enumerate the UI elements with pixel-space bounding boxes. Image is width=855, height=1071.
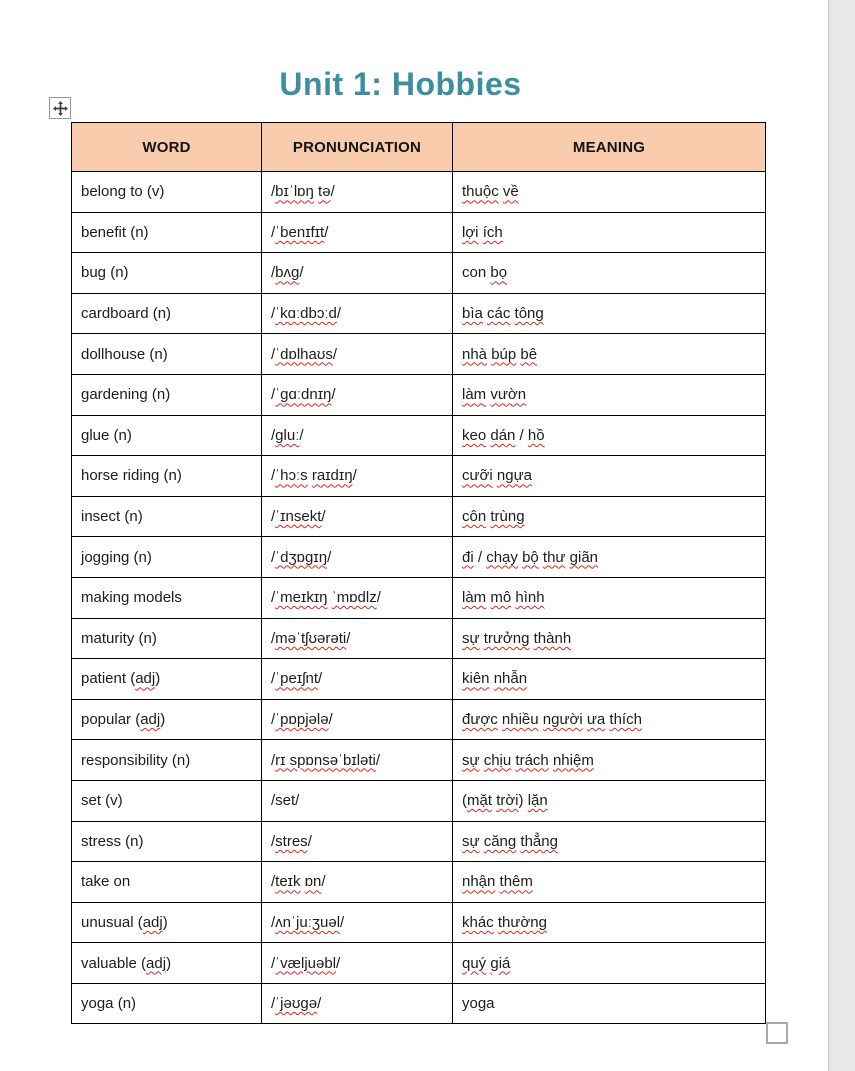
cell-pronunciation[interactable]: /ˈɡɑːdnɪŋ/ <box>262 374 453 415</box>
table-row <box>72 740 766 781</box>
spellcheck-squiggle: làm <box>462 589 487 607</box>
spellcheck-squiggle: nhiệm <box>552 751 594 769</box>
cell-pronunciation[interactable]: /stres/ <box>262 821 453 862</box>
spellcheck-squiggle: được <box>462 711 498 729</box>
spellcheck-squiggle: tông <box>514 305 544 323</box>
spellcheck-squiggle: məˈtʃʊərəti <box>275 629 347 647</box>
cell-word[interactable]: insect (n) <box>72 496 262 537</box>
spellcheck-squiggle: ˈvæljuəbl <box>275 954 337 972</box>
spellcheck-squiggle: adj <box>146 954 167 972</box>
spellcheck-squiggle: bɪˈlɒŋ <box>275 183 314 201</box>
cell-meaning[interactable]: con bọ <box>453 253 766 294</box>
cell-word[interactable]: popular (adj) <box>72 699 262 740</box>
cell-word[interactable]: benefit (n) <box>72 212 262 253</box>
table-row <box>72 253 766 294</box>
cell-meaning[interactable]: (mặt trời) lặn <box>453 780 766 821</box>
spellcheck-squiggle: adj <box>140 711 161 729</box>
table-resize-handle[interactable] <box>766 1022 788 1044</box>
cell-pronunciation[interactable]: /məˈtʃʊərəti/ <box>262 618 453 659</box>
spellcheck-squiggle: thêm <box>499 873 533 891</box>
cell-pronunciation[interactable]: /set/ <box>262 780 453 821</box>
col-header-meaning: MEANING <box>453 123 766 172</box>
spellcheck-squiggle: bʌɡ <box>275 264 300 282</box>
cell-pronunciation[interactable]: /ˈpeɪʃnt/ <box>262 659 453 700</box>
cell-meaning[interactable]: yoga <box>453 983 766 1024</box>
cell-meaning[interactable] <box>453 902 766 943</box>
cell-pronunciation[interactable]: /ɡluː/ <box>262 415 453 456</box>
spellcheck-squiggle: teɪk <box>275 873 301 891</box>
spellcheck-squiggle: ʌnˈjuːʒuəl <box>275 913 341 931</box>
spellcheck-squiggle: giá <box>490 954 511 972</box>
spellcheck-squiggle: tə <box>318 183 331 201</box>
spellcheck-squiggle: vườn <box>490 386 527 404</box>
page-edge-gutter <box>828 0 855 1071</box>
spellcheck-squiggle: sự <box>462 751 480 769</box>
cell-pronunciation[interactable]: /ˈɪnsekt/ <box>262 496 453 537</box>
spellcheck-squiggle: bộ <box>522 548 539 566</box>
cell-meaning[interactable] <box>453 699 766 740</box>
table-row <box>72 659 766 700</box>
cell-meaning[interactable] <box>453 618 766 659</box>
spellcheck-squiggle: keo <box>462 426 487 444</box>
spellcheck-squiggle: lặn <box>527 792 548 810</box>
cell-pronunciation[interactable]: /ˈhɔːs raɪdɪŋ/ <box>262 456 453 497</box>
spellcheck-squiggle: rɪ spɒnsəˈbɪləti <box>275 751 376 769</box>
spellcheck-squiggle: các <box>487 305 511 323</box>
table-row <box>72 983 766 1024</box>
spellcheck-squiggle: khác <box>462 913 494 931</box>
table-row <box>72 577 766 618</box>
table-row <box>72 415 766 456</box>
cell-pronunciation[interactable]: /ˈjəʊɡə/ <box>262 983 453 1024</box>
cell-pronunciation[interactable]: /ʌnˈjuːʒuəl/ <box>262 902 453 943</box>
spellcheck-squiggle: ích <box>482 223 503 241</box>
spellcheck-squiggle: raɪdɪŋ <box>311 467 353 485</box>
cell-pronunciation[interactable]: /ˈdɒlhaʊs/ <box>262 334 453 375</box>
spellcheck-squiggle: hồ <box>527 426 545 444</box>
spellcheck-squiggle: kiên <box>462 670 490 688</box>
cell-word[interactable]: glue (n) <box>72 415 262 456</box>
cell-word[interactable]: yoga (n) <box>72 983 262 1024</box>
spellcheck-squiggle: chịu <box>483 751 512 769</box>
spellcheck-squiggle: ˈɪnsekt <box>275 508 322 526</box>
spellcheck-squiggle: mặt <box>467 792 493 810</box>
spellcheck-squiggle: ˈpɒpjələ <box>275 711 329 729</box>
spellcheck-squiggle: bìa <box>462 305 483 323</box>
cell-word[interactable]: cardboard (n) <box>72 293 262 334</box>
spellcheck-squiggle: ˈkɑːdbɔːd <box>275 305 337 323</box>
table-row <box>72 902 766 943</box>
cell-meaning[interactable] <box>453 577 766 618</box>
cell-meaning[interactable] <box>453 172 766 213</box>
spellcheck-squiggle: búp <box>491 345 517 363</box>
cell-pronunciation[interactable]: /ˈmeɪkɪŋ ˈmɒdlz/ <box>262 577 453 618</box>
spellcheck-squiggle: nhận <box>462 873 496 891</box>
spellcheck-squiggle: ˈɡɑːdnɪŋ <box>275 386 332 404</box>
spellcheck-squiggle: adj <box>135 670 156 688</box>
spellcheck-squiggle: nhiều <box>501 711 539 729</box>
col-header-pronunciation: PRONUNCIATION <box>262 123 453 172</box>
cell-pronunciation[interactable]: /rɪ spɒnsəˈbɪləti/ <box>262 740 453 781</box>
cell-word[interactable]: dollhouse (n) <box>72 334 262 375</box>
spellcheck-squiggle: côn <box>462 508 487 526</box>
vocab-table-body <box>72 172 766 1024</box>
spellcheck-squiggle: mô <box>490 589 512 607</box>
spellcheck-squiggle: stres <box>275 832 308 850</box>
table-move-handle[interactable] <box>49 97 71 119</box>
cell-meaning[interactable] <box>453 862 766 903</box>
cell-meaning[interactable] <box>453 212 766 253</box>
spellcheck-squiggle: bê <box>520 345 538 363</box>
cell-meaning[interactable] <box>453 496 766 537</box>
spellcheck-squiggle: ˈbenɪfɪt <box>275 223 325 241</box>
cell-pronunciation[interactable]: /teɪk ɒn/ <box>262 862 453 903</box>
spellcheck-squiggle: thư <box>542 548 566 566</box>
cell-meaning[interactable] <box>453 334 766 375</box>
spellcheck-squiggle: thuộc <box>462 183 499 201</box>
spellcheck-squiggle: quý <box>462 954 487 972</box>
cell-pronunciation[interactable]: /ˈpɒpjələ/ <box>262 699 453 740</box>
spellcheck-squiggle: nhà <box>462 345 488 363</box>
table-header-row <box>72 123 766 172</box>
cell-pronunciation[interactable]: /ˈkɑːdbɔːd/ <box>262 293 453 334</box>
spellcheck-squiggle: ˈmeɪkɪŋ <box>275 589 328 607</box>
cell-word[interactable]: unusual (adj) <box>72 902 262 943</box>
spellcheck-squiggle: trời <box>496 792 519 810</box>
table-row <box>72 862 766 903</box>
cell-word[interactable]: patient (adj) <box>72 659 262 700</box>
cell-pronunciation[interactable]: /bʌɡ/ <box>262 253 453 294</box>
spellcheck-squiggle: trách <box>515 751 549 769</box>
cell-meaning[interactable] <box>453 456 766 497</box>
move-cross-icon <box>53 101 68 116</box>
spellcheck-squiggle: ɒn <box>304 873 322 891</box>
spellcheck-squiggle: lợi <box>462 223 479 241</box>
spellcheck-squiggle: sự <box>462 832 480 850</box>
spellcheck-squiggle: ˈjəʊɡə <box>275 995 318 1013</box>
cell-word[interactable]: horse riding (n) <box>72 456 262 497</box>
spellcheck-squiggle: ngựa <box>496 467 532 485</box>
spellcheck-squiggle: hình <box>515 589 545 607</box>
spellcheck-squiggle: ˈdʒɒɡɪŋ <box>275 548 328 566</box>
spellcheck-squiggle: thường <box>497 913 547 931</box>
spellcheck-squiggle: về <box>502 183 519 201</box>
cell-word[interactable]: belong to (v) <box>72 172 262 213</box>
spellcheck-squiggle: bọ <box>490 264 508 282</box>
spellcheck-squiggle: dán <box>490 426 516 444</box>
cell-word[interactable]: take on <box>72 862 262 903</box>
spellcheck-squiggle: căng <box>483 832 517 850</box>
cell-meaning[interactable] <box>453 374 766 415</box>
table-row <box>72 456 766 497</box>
table-row <box>72 172 766 213</box>
table-row <box>72 780 766 821</box>
cell-meaning[interactable]: đi / chạy bộ thư giãn <box>453 537 766 578</box>
spellcheck-squiggle: ˈmɒdlz <box>331 589 377 607</box>
table-row <box>72 699 766 740</box>
cell-meaning[interactable] <box>453 943 766 984</box>
cell-word[interactable]: gardening (n) <box>72 374 262 415</box>
cell-word[interactable]: responsibility (n) <box>72 740 262 781</box>
spellcheck-squiggle: trưởng <box>483 629 530 647</box>
cell-word[interactable]: valuable (adj) <box>72 943 262 984</box>
cell-meaning[interactable]: keo dán / hồ <box>453 415 766 456</box>
spellcheck-squiggle: adj <box>142 913 163 931</box>
spellcheck-squiggle: ˈhɔːs <box>275 467 308 485</box>
spellcheck-squiggle: ɡluː <box>275 426 300 444</box>
spellcheck-squiggle: cưỡi <box>462 467 493 485</box>
table-row <box>72 537 766 578</box>
spellcheck-squiggle: người <box>542 711 583 729</box>
cell-meaning[interactable] <box>453 293 766 334</box>
spellcheck-squiggle: chạy <box>486 548 518 566</box>
cell-word[interactable]: maturity (n) <box>72 618 262 659</box>
page-title: Unit 1: Hobbies <box>279 66 522 102</box>
spellcheck-squiggle: đi <box>462 548 474 566</box>
cell-word[interactable]: stress (n) <box>72 821 262 862</box>
cell-pronunciation[interactable]: /ˈbenɪfɪt/ <box>262 212 453 253</box>
cell-word[interactable]: set (v) <box>72 780 262 821</box>
spellcheck-squiggle: giãn <box>569 548 599 566</box>
spellcheck-squiggle: ưa <box>586 711 606 729</box>
spellcheck-squiggle: sự <box>462 629 480 647</box>
vocab-table[interactable] <box>71 122 766 1024</box>
spellcheck-squiggle: làm <box>462 386 487 404</box>
table-row <box>72 821 766 862</box>
cell-pronunciation[interactable]: /ˈvæljuəbl/ <box>262 943 453 984</box>
cell-meaning[interactable] <box>453 740 766 781</box>
table-row <box>72 374 766 415</box>
spellcheck-squiggle: thẳng <box>520 832 558 850</box>
spellcheck-squiggle: thành <box>533 629 572 647</box>
table-row <box>72 293 766 334</box>
spellcheck-squiggle: ˈdɒlhaʊs <box>275 345 333 363</box>
col-header-word: WORD <box>72 123 262 172</box>
spellcheck-squiggle: nhẫn <box>493 670 528 688</box>
spellcheck-squiggle: thích <box>609 711 642 729</box>
cell-word[interactable]: bug (n) <box>72 253 262 294</box>
table-row <box>72 618 766 659</box>
spellcheck-squiggle: ˈpeɪʃnt <box>275 670 319 688</box>
cell-pronunciation[interactable]: /bɪˈlɒŋ tə/ <box>262 172 453 213</box>
table-row <box>72 212 766 253</box>
table-row <box>72 943 766 984</box>
cell-word[interactable]: jogging (n) <box>72 537 262 578</box>
cell-pronunciation[interactable]: /ˈdʒɒɡɪŋ/ <box>262 537 453 578</box>
table-row <box>72 496 766 537</box>
cell-meaning[interactable] <box>453 821 766 862</box>
cell-meaning[interactable] <box>453 659 766 700</box>
spellcheck-squiggle: trùng <box>490 508 525 526</box>
table-row <box>72 334 766 375</box>
cell-word[interactable]: making models <box>72 577 262 618</box>
